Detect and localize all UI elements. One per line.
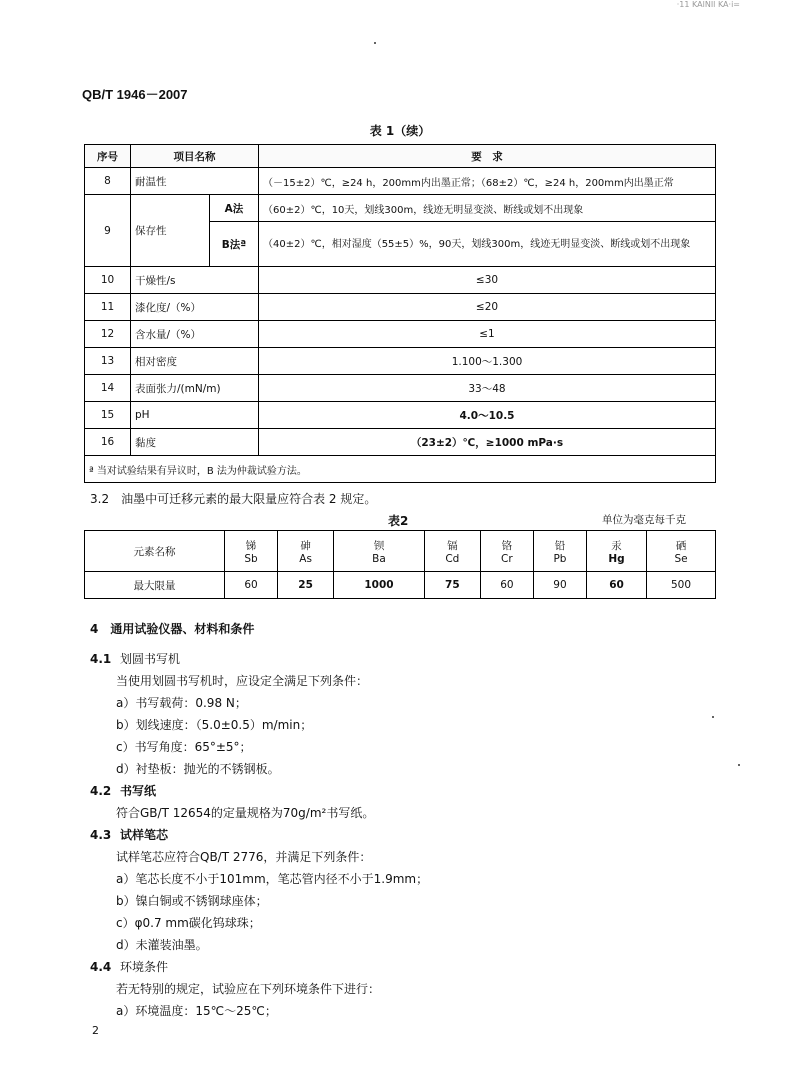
table2-caption: 表2 xyxy=(388,514,409,528)
cell-item: pH xyxy=(131,402,259,429)
th-item: 项目名称 xyxy=(131,145,259,168)
section-4-2-text: 符合GB/T 12654的定量规格为70g/m²书写纸。 xyxy=(116,806,375,820)
list-item: d）未灌装油墨。 xyxy=(116,938,208,952)
cell-req: （40±2）℃，相对湿度（55±5）%，90天，划线300m，线迹无明显变淡、断线或划不出现象 xyxy=(259,222,716,267)
section-4-3-title: 4.3 试样笔芯 xyxy=(90,828,169,842)
table1-header-row xyxy=(85,145,716,168)
cell-no: 14 xyxy=(85,375,131,402)
corner-mark: ·11 KAlNIl KA·i= xyxy=(676,0,740,9)
cell-item: 黏度 xyxy=(131,429,259,456)
element-cell: 砷 As xyxy=(278,531,334,572)
cell-req: 4.0～10.5 xyxy=(259,402,716,429)
cell-item: 耐温性 xyxy=(131,168,259,195)
table-row xyxy=(85,321,716,348)
section-4-title: 4 通用试验仪器、材料和条件 xyxy=(90,622,255,636)
element-cell: 汞 Hg xyxy=(587,531,647,572)
row-label: 最大限量 xyxy=(85,572,225,599)
cell-no: 16 xyxy=(85,429,131,456)
th-req: 要 求 xyxy=(259,145,716,168)
cell-method: B法ª xyxy=(210,222,259,267)
list-item: a）环境温度：15℃～25℃； xyxy=(116,1004,277,1018)
list-item: c）φ0.7 mm碳化钨球珠； xyxy=(116,916,261,930)
cell-item: 漆化度/（%） xyxy=(131,294,259,321)
cell-req: ≤1 xyxy=(259,321,716,348)
table2-unit: 单位为毫克每千克 xyxy=(602,514,686,526)
cell-req: 33～48 xyxy=(259,375,716,402)
table-row xyxy=(85,375,716,402)
cell-no: 13 xyxy=(85,348,131,375)
cell-no: 15 xyxy=(85,402,131,429)
table1 xyxy=(84,144,716,483)
section-4-4-title: 4.4 环境条件 xyxy=(90,960,169,974)
limit-cell: 60 xyxy=(225,572,278,599)
section-4-2-title: 4.2 书写纸 xyxy=(90,784,157,798)
table-row xyxy=(85,402,716,429)
speck xyxy=(738,764,740,766)
standard-code: QB/T 1946－2007 xyxy=(82,87,188,102)
table2 xyxy=(84,530,716,599)
limit-cell: 500 xyxy=(647,572,716,599)
limit-cell: 90 xyxy=(533,572,586,599)
speck xyxy=(712,716,714,718)
list-item: d）衬垫板：抛光的不锈钢板。 xyxy=(116,762,280,776)
section-4-4-intro: 若无特别的规定，试验应在下列环境条件下进行： xyxy=(116,982,381,996)
cell-method: A法 xyxy=(210,195,259,222)
list-item: b）划线速度：（5.0±0.5）m/min； xyxy=(116,718,313,732)
limit-cell: 25 xyxy=(278,572,334,599)
limit-cell: 75 xyxy=(424,572,480,599)
table1-footnote: ª 当对试验结果有异议时，B 法为仲裁试验方法。 xyxy=(85,456,716,483)
limit-cell: 60 xyxy=(480,572,533,599)
list-item: a）书写载荷：0.98 N； xyxy=(116,696,247,710)
cell-req: （60±2）℃，10天，划线300m，线迹无明显变淡、断线或划不出现象 xyxy=(259,195,716,222)
cell-req: （23±2）℃，≥1000 mPa·s xyxy=(259,429,716,456)
cell-item: 保存性 xyxy=(131,195,210,267)
cell-no: 10 xyxy=(85,267,131,294)
cell-no: 11 xyxy=(85,294,131,321)
cell-req: 1.100～1.300 xyxy=(259,348,716,375)
table1-footnote-row xyxy=(85,456,716,483)
cell-item: 相对密度 xyxy=(131,348,259,375)
cell-item: 含水量/（%） xyxy=(131,321,259,348)
list-item: b）镍白铜或不锈钢球座体； xyxy=(116,894,268,908)
table-row xyxy=(85,168,716,195)
table-row xyxy=(85,267,716,294)
limit-cell: 60 xyxy=(587,572,647,599)
cell-req: （－15±2）℃，≥24 h，200mm内出墨正常；（68±2）℃，≥24 h，200mm内出墨正常 xyxy=(259,168,716,195)
cell-no: 9 xyxy=(85,195,131,267)
page-number: 2 xyxy=(92,1024,99,1037)
table2-element-row xyxy=(85,531,716,572)
table-row xyxy=(85,348,716,375)
table-row xyxy=(85,294,716,321)
list-item: a）笔芯长度不小于101mm，笔芯管内径不小于1.9mm； xyxy=(116,872,429,886)
section-4-3-intro: 试样笔芯应符合QB/T 2776，并满足下列条件： xyxy=(116,850,372,864)
list-item: c）书写角度：65°±5°； xyxy=(116,740,252,754)
section-4-1-intro: 当使用划圆书写机时，应设定全满足下列条件： xyxy=(116,674,369,688)
cell-req: ≤20 xyxy=(259,294,716,321)
limit-cell: 1000 xyxy=(334,572,425,599)
element-cell: 钡 Ba xyxy=(334,531,425,572)
element-cell: 镉 Cd xyxy=(424,531,480,572)
element-cell: 铅 Pb xyxy=(533,531,586,572)
row-label: 元素名称 xyxy=(85,531,225,572)
table1-caption: 表 1（续） xyxy=(369,124,431,138)
speck xyxy=(374,42,376,44)
element-cell: 锑 Sb xyxy=(225,531,278,572)
cell-no: 8 xyxy=(85,168,131,195)
table-row xyxy=(85,195,716,222)
cell-no: 12 xyxy=(85,321,131,348)
th-no: 序号 xyxy=(85,145,131,168)
element-cell: 硒 Se xyxy=(647,531,716,572)
element-cell: 铬 Cr xyxy=(480,531,533,572)
section-4-1-title: 4.1 划圆书写机 xyxy=(90,652,181,666)
clause-3-2: 3.2 油墨中可迁移元素的最大限量应符合表 2 规定。 xyxy=(90,492,377,506)
table2-limit-row xyxy=(85,572,716,599)
cell-item: 表面张力/(mN/m) xyxy=(131,375,259,402)
cell-req: ≤30 xyxy=(259,267,716,294)
table-row xyxy=(85,429,716,456)
cell-item: 干燥性/s xyxy=(131,267,259,294)
